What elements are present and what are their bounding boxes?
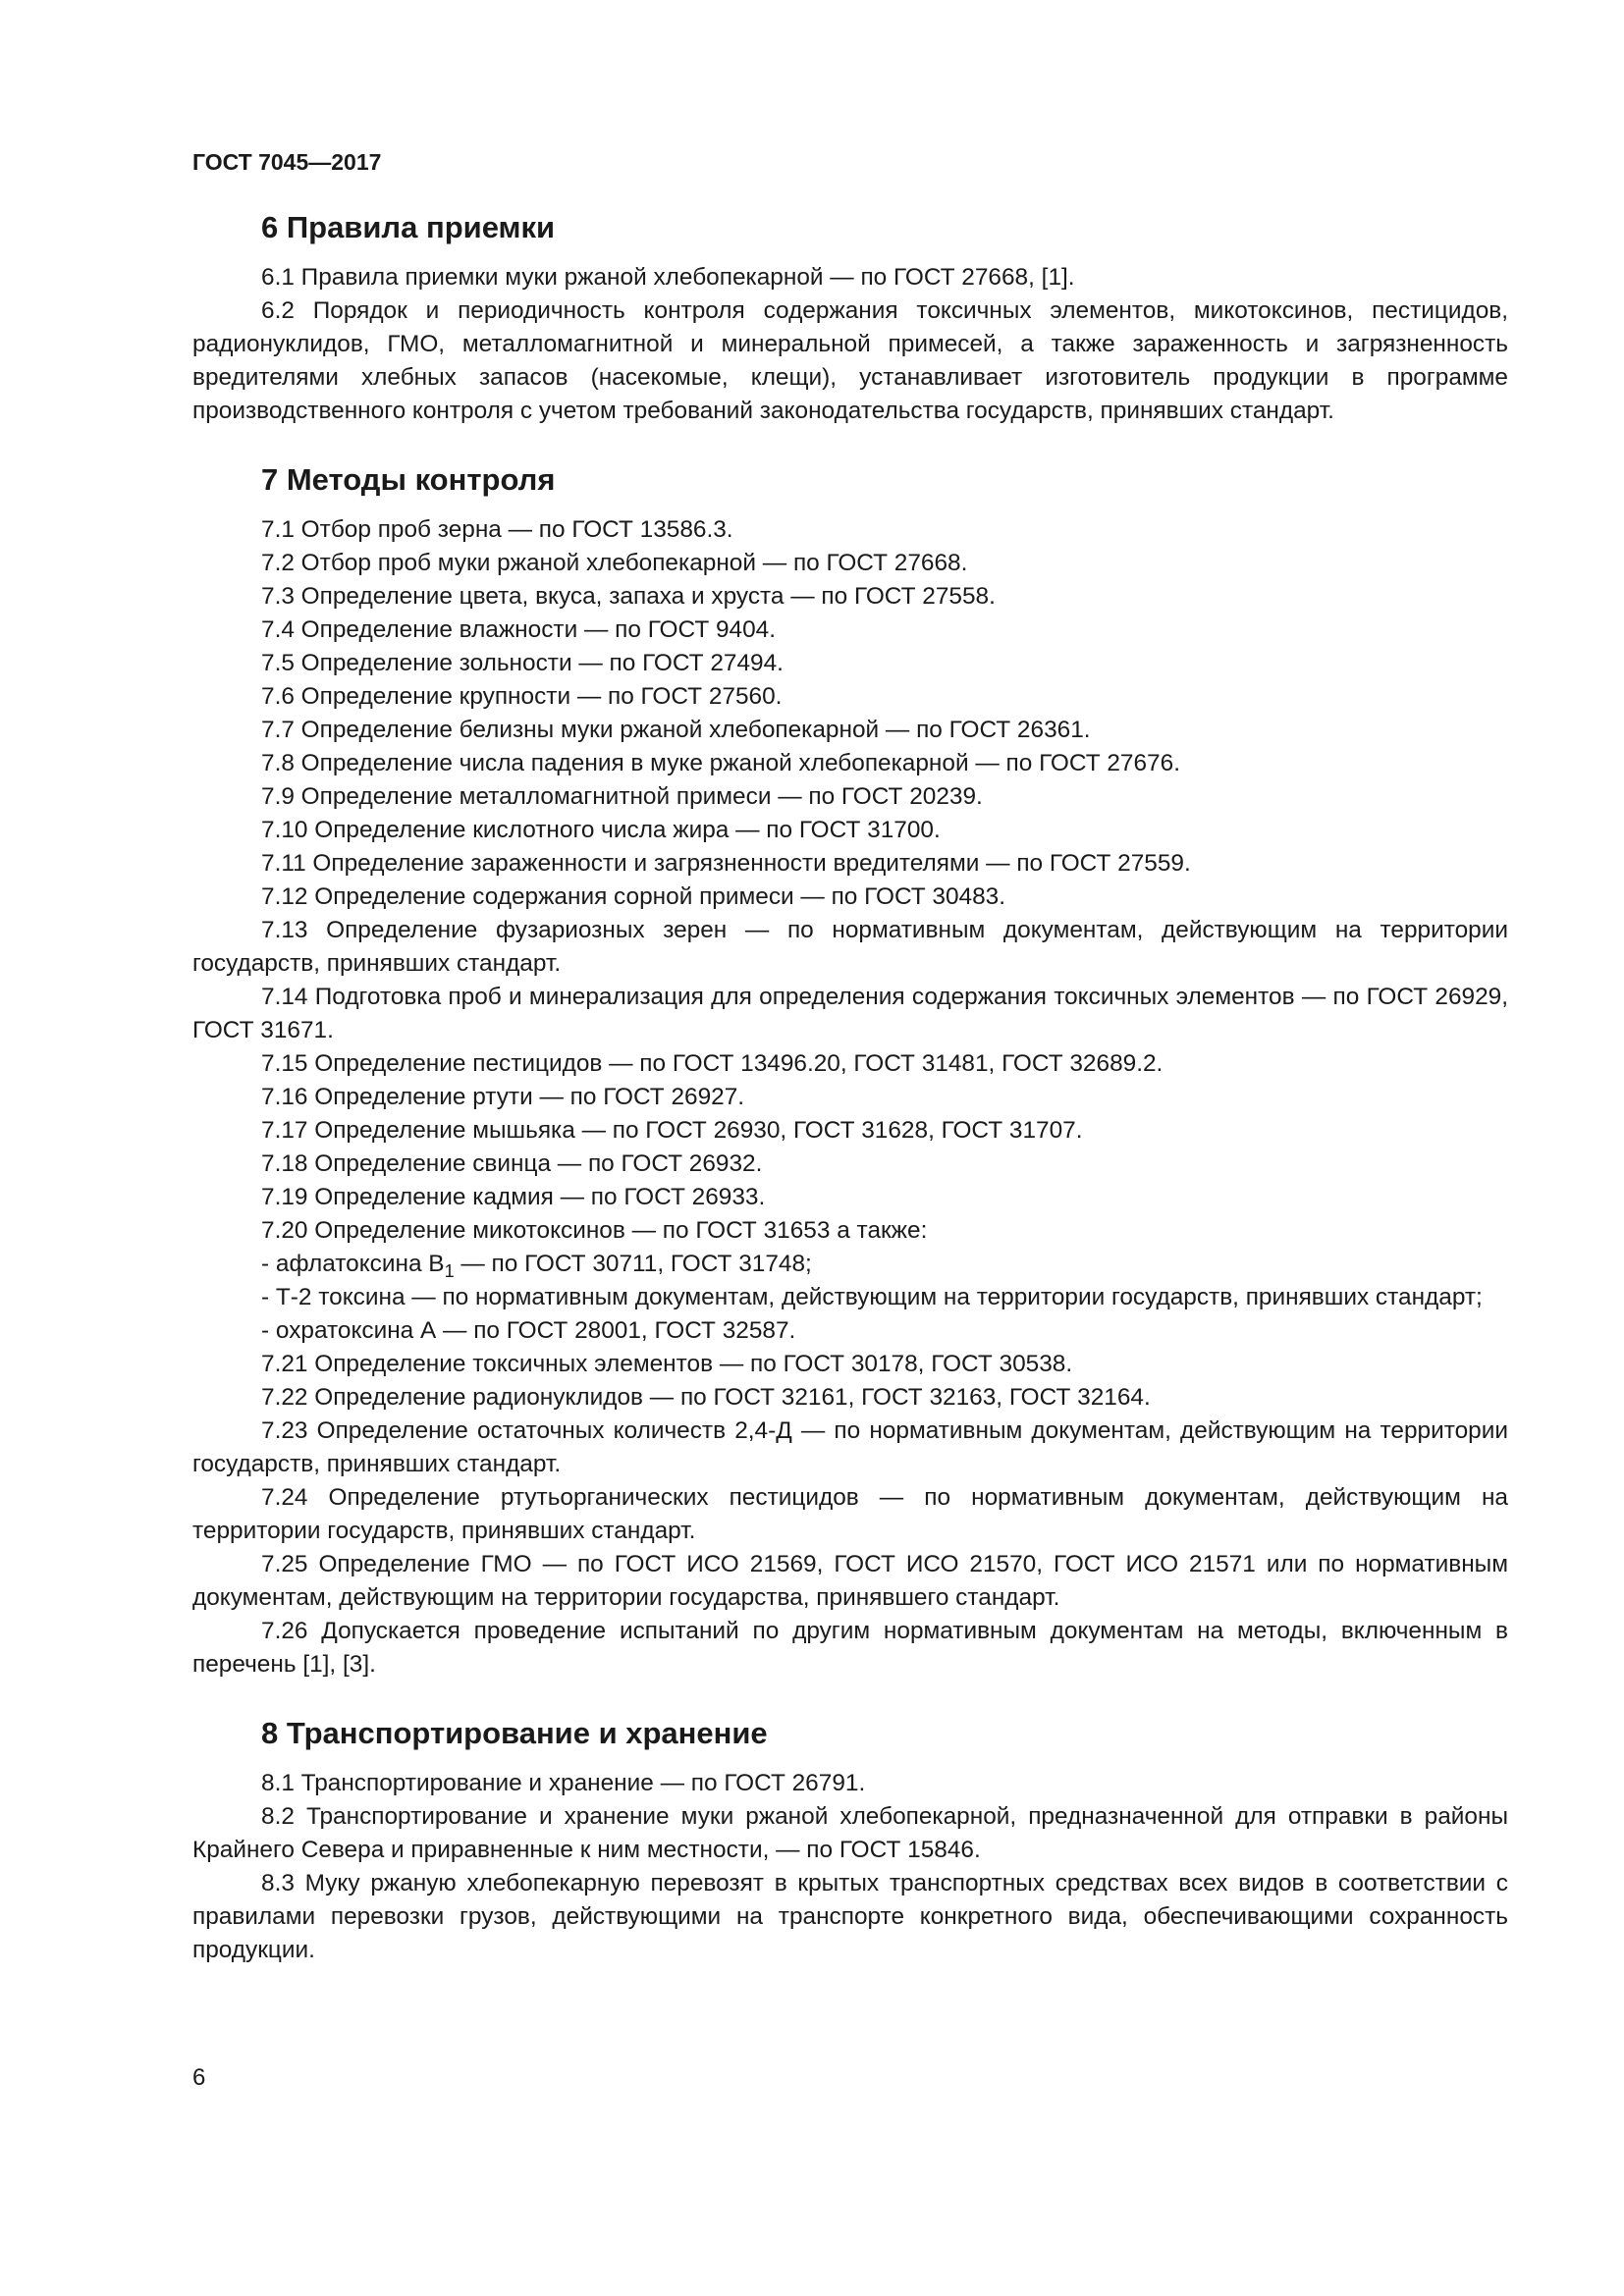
- section-6: [192, 208, 1508, 428]
- paragraph: 7.17 Определение мышьяка — по ГОСТ 26930, ГОСТ 31628, ГОСТ 31707.: [261, 1117, 1083, 1144]
- paragraph: 7.12 Определение содержания сорной примеси — по ГОСТ 30483.: [261, 883, 1006, 910]
- paragraph: 7.15 Определение пестицидов — по ГОСТ 13496.20, ГОСТ 31481, ГОСТ 32689.2.: [261, 1050, 1164, 1077]
- aflatoxin-subscript: 1: [444, 1261, 455, 1281]
- paragraph: 7.9 Определение металломагнитной примеси — по ГОСТ 20239.: [261, 783, 983, 810]
- aflatoxin-prefix: - афлатоксина В: [261, 1251, 445, 1277]
- paragraph: - охратоксина А — по ГОСТ 28001, ГОСТ 32587.: [261, 1317, 796, 1344]
- paragraph: 7.25 Определение ГМО — по ГОСТ ИСО 21569, ГОСТ ИСО 21570, ГОСТ ИСО 21571 или по нормативным документам, действующим на территории государства, принявшего стандарт.: [192, 1551, 1508, 1611]
- paragraph: 8.2 Транспортирование и хранение муки ржаной хлебопекарной, предназначенной для отправки в районы Крайнего Севера и приравненные к ним местности, — по ГОСТ 15846.: [192, 1803, 1508, 1863]
- aflatoxin-suffix: — по ГОСТ 30711, ГОСТ 31748;: [454, 1251, 812, 1277]
- paragraph: 7.13 Определение фузариозных зерен — по нормативным документам, действующим на территории государств, принявших стандарт.: [192, 917, 1508, 977]
- paragraph: 7.2 Отбор проб муки ржаной хлебопекарной — по ГОСТ 27668.: [261, 550, 968, 576]
- paragraph: 7.26 Допускается проведение испытаний по другим нормативным документам на методы, включенным в перечень [1], [3].: [192, 1618, 1508, 1678]
- paragraph: 7.14 Подготовка проб и минерализация для определения содержания токсичных элементов — по ГОСТ 26929, ГОСТ 31671.: [192, 984, 1508, 1043]
- aflatoxin-item: [192, 1248, 1508, 1281]
- paragraph: 6.2 Порядок и периодичность контроля содержания токсичных элементов, микотоксинов, пестицидов, радионуклидов, ГМО, металломагнитной и минеральной примесей, а также зараженность и загрязненность вредителями хлебных запасов (насекомые, клещи), устанавливает изготовитель продукции в программе производственного контроля с учетом требований законодательства государств, принявших стандарт.: [192, 297, 1508, 424]
- paragraph: 7.3 Определение цвета, вкуса, запаха и хруста — по ГОСТ 27558.: [261, 583, 996, 610]
- section-title: 7 Методы контроля: [261, 462, 556, 497]
- page-number: 6: [192, 2064, 206, 2091]
- paragraph: 7.1 Отбор проб зерна — по ГОСТ 13586.3.: [261, 516, 733, 543]
- paragraph: 7.8 Определение числа падения в муке ржаной хлебопекарной — по ГОСТ 27676.: [261, 750, 1180, 776]
- section-7: [192, 460, 1508, 1682]
- paragraph: 7.7 Определение белизны муки ржаной хлебопекарной — по ГОСТ 26361.: [261, 717, 1091, 743]
- paragraph: 7.18 Определение свинца — по ГОСТ 26932.: [261, 1150, 763, 1177]
- section-title: 6 Правила приемки: [261, 210, 556, 244]
- document-page: [192, 147, 1508, 2000]
- paragraph: 8.1 Транспортирование и хранение — по ГОСТ 26791.: [261, 1770, 866, 1796]
- section-title: 8 Транспортирование и хранение: [261, 1716, 768, 1750]
- paragraph: 7.5 Определение зольности — по ГОСТ 27494.: [261, 650, 784, 676]
- paragraph: 7.11 Определение зараженности и загрязненности вредителями — по ГОСТ 27559.: [261, 850, 1191, 877]
- paragraph: 7.6 Определение крупности — по ГОСТ 27560.: [261, 683, 783, 710]
- paragraph: 7.19 Определение кадмия — по ГОСТ 26933.: [261, 1184, 766, 1210]
- paragraph: 7.22 Определение радионуклидов — по ГОСТ 32161, ГОСТ 32163, ГОСТ 32164.: [261, 1384, 1151, 1411]
- paragraph: 8.3 Муку ржаную хлебопекарную перевозят в крытых транспортных средствах всех видов в соответствии с правилами перевозки грузов, действующими на транспорте конкретного вида, обеспечивающими сохранность продукции.: [192, 1870, 1508, 1963]
- paragraph: 7.10 Определение кислотного числа жира — по ГОСТ 31700.: [261, 817, 941, 843]
- paragraph: 7.23 Определение остаточных количеств 2,4-Д — по нормативным документам, действующим на территории государств, принявших стандарт.: [192, 1417, 1508, 1477]
- paragraph: 6.1 Правила приемки муки ржаной хлебопекарной — по ГОСТ 27668, [1].: [261, 264, 1075, 291]
- document-header: ГОСТ 7045—2017: [192, 149, 382, 175]
- paragraph: 7.24 Определение ртутьорганических пестицидов — по нормативным документам, действующим на территории государств, принявших стандарт.: [192, 1484, 1508, 1544]
- paragraph: 7.21 Определение токсичных элементов — по ГОСТ 30178, ГОСТ 30538.: [261, 1351, 1073, 1377]
- paragraph: 7.16 Определение ртути — по ГОСТ 26927.: [261, 1084, 745, 1110]
- paragraph: 7.4 Определение влажности — по ГОСТ 9404.: [261, 616, 777, 643]
- paragraph: - Т-2 токсина — по нормативным документам, действующим на территории государств, принявших стандарт;: [261, 1284, 1483, 1310]
- paragraph: 7.20 Определение микотоксинов — по ГОСТ 31653 а также:: [261, 1217, 928, 1244]
- section-8: [192, 1714, 1508, 1967]
